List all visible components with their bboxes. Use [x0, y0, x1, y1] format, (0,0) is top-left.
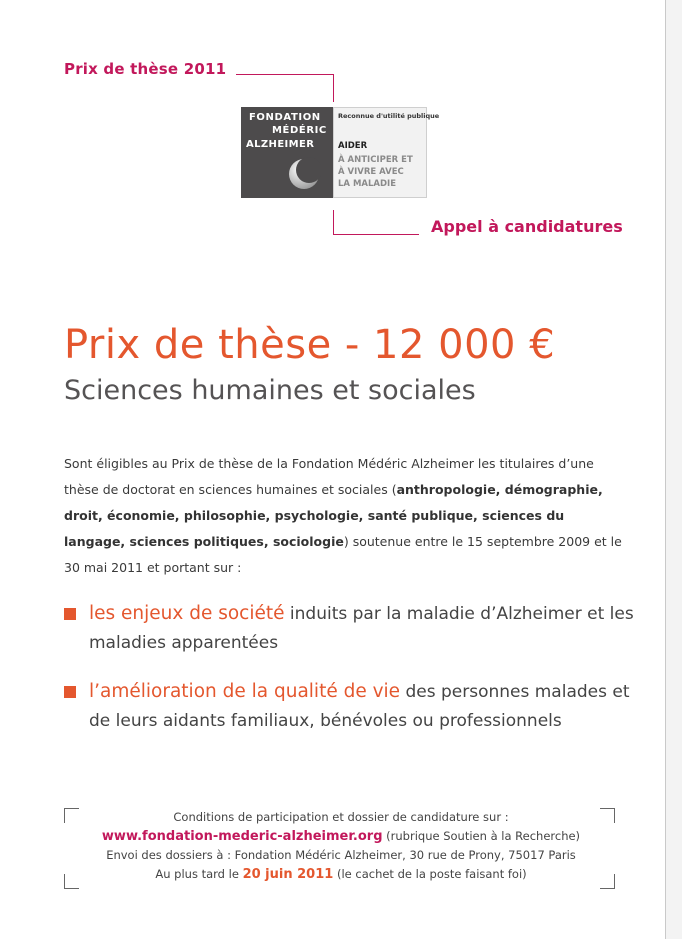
appel-heading: Appel à candidatures: [431, 217, 623, 236]
moon-icon: [287, 157, 321, 191]
logo-tagline: [338, 154, 413, 190]
logo-dark-panel: [241, 107, 333, 198]
intro-text: Sont éligibles au Prix de thèse de la Fondation Médéric Alzheimer les titulaires d’une thèse de doctorat en sciences humaines et sociales (: [64, 456, 594, 497]
bullet-text: induits par la maladie d’Alzheimer et les maladies apparentées: [89, 604, 634, 653]
bullet-highlight: les enjeux de société: [89, 603, 285, 624]
disciplines-list: anthropologie, démographie, droit, économie, philosophie, psychologie, santé publique, sciences du langage, sciences politiques, sociologie: [64, 482, 603, 549]
bullet-highlight: l’amélioration de la qualité de vie: [89, 681, 401, 702]
corner-mark: [600, 808, 615, 823]
logo-text: MÉDÉRIC: [272, 125, 327, 136]
list-item: [64, 677, 644, 736]
page-edge: [665, 0, 682, 939]
corner-mark: [64, 808, 79, 823]
logo-text: À VIVRE AVEC: [338, 167, 404, 177]
bullet-text: des personnes malades et de leurs aidants familiaux, bénévoles ou professionnels: [89, 682, 630, 731]
footer-text: Au plus tard le: [155, 867, 243, 881]
page-title: Prix de thèse - 12 000 €: [64, 322, 556, 368]
corner-mark: [64, 874, 79, 889]
logo-light-panel: [333, 107, 440, 198]
prix-heading: Prix de thèse 2011: [64, 60, 227, 78]
connector-line: [333, 74, 334, 102]
website-link[interactable]: www.fondation-mederic-alzheimer.org: [101, 829, 383, 844]
deadline-date: 20 juin 2011: [242, 867, 334, 882]
list-item: [64, 599, 644, 658]
footer-text: (le cachet de la poste faisant foi): [333, 867, 527, 881]
footer-text: (rubrique Soutien à la Recherche): [382, 829, 581, 843]
connector-line: [236, 74, 334, 75]
footer-text: Conditions de participation et dossier de candidature sur :: [173, 810, 509, 824]
connector-line: [333, 234, 419, 235]
corner-mark: [600, 874, 615, 889]
bullet-square-icon: [64, 686, 76, 698]
intro-paragraph: [64, 451, 624, 581]
logo-text: LA MALADIE: [338, 179, 397, 189]
intro-text: ) soutenue entre le 15 septembre 2009 et le 30 mai 2011 et portant sur :: [64, 534, 622, 575]
bullet-square-icon: [64, 608, 76, 620]
footer-url-line: [80, 827, 602, 846]
page-subtitle: Sciences humaines et sociales: [64, 375, 476, 406]
logo-text: À ANTICIPER ET: [338, 155, 413, 165]
logo-text: FONDATION: [249, 112, 321, 123]
fondation-logo: [241, 107, 440, 198]
footer-deadline-line: [80, 865, 602, 884]
footer-address: Envoi des dossiers à : Fondation Médéric Alzheimer, 30 rue de Prony, 75017 Paris: [106, 848, 576, 862]
connector-line: [333, 210, 334, 235]
logo-text: Reconnue d'utilité publique: [338, 112, 440, 120]
logo-text: ALZHEIMER: [246, 139, 315, 150]
logo-text: AIDER: [338, 141, 368, 151]
footer-info: [80, 808, 602, 884]
